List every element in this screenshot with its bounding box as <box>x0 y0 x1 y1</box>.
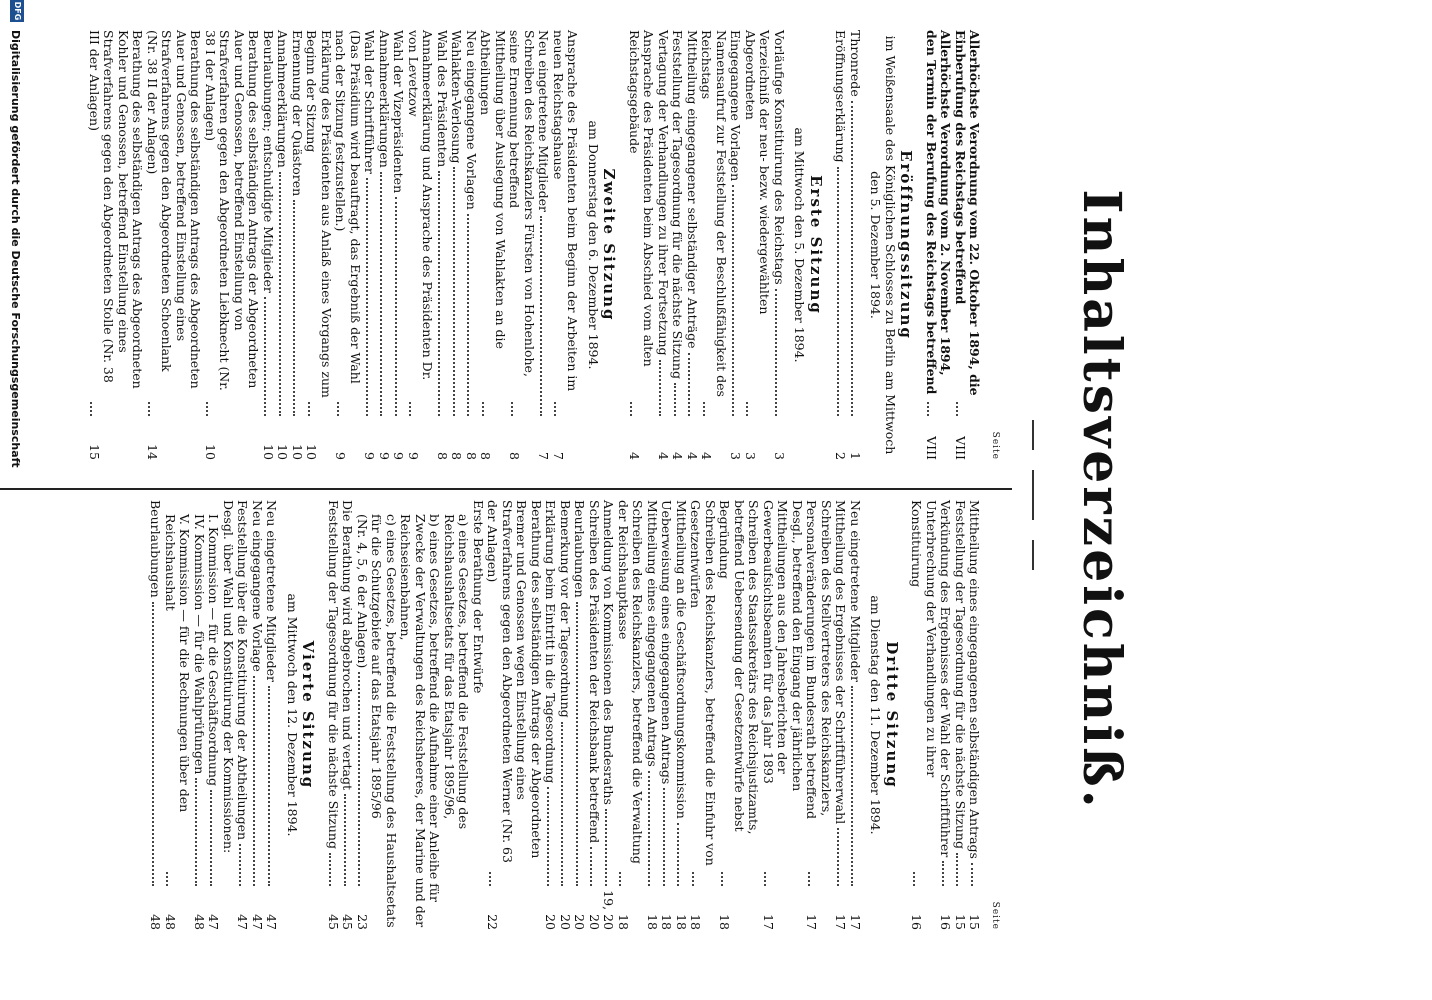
dot-leader <box>337 402 339 416</box>
entry-text: Wahl der Schriftführer <box>362 30 378 174</box>
dot-leader <box>721 872 723 886</box>
toc-section <box>87 30 617 460</box>
entry-page-number: 22 <box>485 914 501 930</box>
dot-leader <box>511 402 513 416</box>
toc-entry <box>688 500 717 930</box>
section-title: Erste Sitzung <box>807 175 825 315</box>
toc-entry <box>743 30 772 460</box>
dot-leader <box>439 171 441 416</box>
entry-page-number: 10 <box>203 444 218 460</box>
entry-page-number: 15 <box>967 914 983 930</box>
toc-entry <box>391 30 406 460</box>
dot-leader <box>942 861 944 886</box>
dot-leader <box>957 853 959 886</box>
entry-text: Feststellung der Tagesordnung für die nächste Sitzung <box>670 30 686 379</box>
entry-text: Feststellung der Tagesordnung für die nächste Sitzung <box>953 500 968 849</box>
dot-leader <box>149 402 151 416</box>
entry-page-number: 9 <box>406 452 421 460</box>
entry-text: Die Berathung wird abgebrochen und vertagt <box>340 500 356 791</box>
toc-entry <box>275 30 290 460</box>
entry-text: Allerhöchste Verordnung vom 2. November 1894, den Termin der Berufung des Reichstags betreffend <box>924 30 954 395</box>
dot-leader <box>279 172 281 416</box>
toc-entry <box>536 30 551 460</box>
toc-entry <box>250 500 265 930</box>
dot-leader <box>308 402 310 416</box>
entry-text: c) eines Gesetzes, betreffend die Feststellung des Haushaltsetats für die Schutzgebiete auf das Etatsjahr 1895/96 <box>369 514 399 928</box>
dot-leader <box>678 823 680 886</box>
entry-text: Mittheilung eines eingegangenen Antrags <box>645 500 660 767</box>
toc-entry <box>656 30 671 460</box>
dot-leader <box>395 197 397 416</box>
dot-leader <box>776 289 778 416</box>
toc-column-right <box>148 500 1002 930</box>
dot-leader <box>359 672 361 886</box>
entry-page-number: 18 <box>616 914 631 930</box>
toc-entry <box>145 30 203 460</box>
dot-leader <box>207 402 209 416</box>
dot-leader <box>971 863 973 886</box>
dfg-logo: DFG <box>10 0 24 22</box>
entry-page-number: 8 <box>435 452 450 460</box>
entry-text: Unterbrechung der Verhandlungen zu ihrer Konstituirung <box>909 500 939 778</box>
dot-leader <box>152 602 154 886</box>
entry-page-number: 4 <box>627 452 642 460</box>
title-ornament <box>1032 470 1034 520</box>
entry-page-number: VIII <box>953 436 968 460</box>
toc-entry <box>449 30 464 460</box>
entry-page-number: 20 <box>587 914 602 930</box>
entry-page-number: 10 <box>275 444 291 460</box>
toc-entry <box>326 500 341 930</box>
dot-leader <box>649 771 651 886</box>
toc-entry <box>616 500 645 930</box>
toc-entry <box>471 500 486 930</box>
entry-text: Anmeldung von Kommissionen des Bundesraths <box>601 500 617 805</box>
entry-page-number: 10 <box>290 444 305 460</box>
entry-page-number: 8 <box>478 452 494 460</box>
entry-page-number: 4 <box>685 452 700 460</box>
entry-text: IV. Kommission — für die Wahlprüfungen <box>192 514 207 775</box>
dot-leader <box>957 402 959 416</box>
toc-entry <box>924 30 953 460</box>
entry-page-number: 15 <box>87 444 102 460</box>
entry-text: Schreiben des Reichskanzlers, betreffend die Einfuhr von Gesetzentwürfen <box>688 500 718 866</box>
toc-entry <box>206 500 221 930</box>
entry-text: Neu eingetretene Mitglieder <box>264 500 280 683</box>
dot-leader <box>692 872 694 886</box>
entry-text: Annahmeerklärungen <box>275 30 291 168</box>
section-subtitle: am Mittwoch den 5. Dezember 1894. <box>792 127 808 363</box>
dot-leader <box>674 383 676 416</box>
toc-entry <box>333 30 362 460</box>
entry-page-number: 3 <box>743 452 758 460</box>
dot-leader <box>482 402 484 416</box>
toc-entry <box>587 500 602 930</box>
toc-entry <box>377 30 392 460</box>
entry-page-number: 17 <box>761 914 776 930</box>
dot-leader <box>928 402 930 416</box>
entry-text: Desgl. über Wahl und Konstituirung der Kommissionen: <box>221 500 236 854</box>
toc-entry <box>909 500 938 930</box>
toc-entry <box>304 30 333 460</box>
entry-page-number: 8 <box>507 452 523 460</box>
toc-entry <box>340 500 355 930</box>
entry-page-number: 19, 20 <box>601 890 617 930</box>
dot-leader <box>913 872 915 886</box>
entry-page-number: 17 <box>848 914 863 930</box>
section-subtitle: am Mittwoch den 12. Dezember 1894. <box>285 593 300 837</box>
toc-entry <box>848 30 863 460</box>
toc-entry <box>645 500 660 930</box>
entry-text: Schreiben des Präsidenten der Reichsbank betreffend <box>587 500 602 844</box>
toc-entry <box>235 500 250 930</box>
dot-leader <box>294 200 296 416</box>
dot-leader <box>808 872 810 886</box>
entry-page-number: 45 <box>326 914 341 930</box>
entry-text: a) eines Gesetzes, betreffend die Feststellung des Reichshaushaltsetats für das Etatsjahr 1895/96, <box>442 514 472 830</box>
toc-entry <box>221 500 236 930</box>
entry-page-number: 18 <box>645 914 660 930</box>
page-label: Seite <box>990 901 1000 930</box>
toc-entry <box>192 500 207 930</box>
entry-text: Schreiben des Staatssekretärs des Reichsjustizamts, betreffend Uebersendung der Gesetzentwürfe nebst Begründung <box>717 500 762 835</box>
entry-text: Mittheilung über Auslegung von Wahlakten an die Abtheilungen <box>478 30 508 349</box>
toc-entry <box>772 30 787 460</box>
dot-leader <box>91 402 93 416</box>
dot-leader <box>660 360 662 416</box>
entry-page-number: 20 <box>543 914 559 930</box>
entry-text: Erklärung beim Eintritt in die Tagesordnung <box>543 500 559 784</box>
title-ornament <box>1032 420 1034 450</box>
entry-text: (Nr. 4, 5, 6 der Anlagen) <box>355 514 370 669</box>
entry-text: Berathung des selbständigen Antrags der Abgeordneten Bremer und Genossen wegen Einstellung eines Strafverfahrens gegen den Abgeordneten Werner (Nr. 63 der Anlagen) <box>485 500 544 863</box>
entry-text: Wahlakten-Verlosung <box>449 30 465 164</box>
entry-page-number: 17 <box>804 914 820 930</box>
document-title: Inhaltsverzeichniß. <box>1071 189 1132 811</box>
toc-entry <box>685 30 700 460</box>
entry-page-number: 10 <box>304 444 320 460</box>
entry-page-number: 45 <box>340 914 356 930</box>
entry-page-number: 15 <box>953 914 968 930</box>
toc-entry <box>478 30 507 460</box>
dot-leader <box>453 167 455 416</box>
entry-text: Annahmeerklärung und Ansprache des Präsidenten Dr. von Levetzow <box>406 30 436 381</box>
dot-leader <box>605 809 607 886</box>
toc-entry <box>406 30 435 460</box>
entry-page-number: 48 <box>192 914 207 930</box>
entry-page-number: 14 <box>145 444 160 460</box>
entry-page-number: 18 <box>674 914 689 930</box>
dot-leader <box>837 167 839 416</box>
entry-text: I. Kommission — für die Geschäftsordnung <box>206 514 222 786</box>
toc-entry <box>551 30 580 460</box>
dot-leader <box>576 602 578 886</box>
footer-note: Digitalisierung gefördert durch die Deutsche Forschungsgemeinschaft <box>9 30 22 468</box>
dot-leader <box>591 847 593 886</box>
toc-section <box>909 500 982 930</box>
toc-entry <box>87 30 145 460</box>
toc-entry <box>264 500 279 930</box>
dot-leader <box>239 844 241 886</box>
entry-page-number: 47 <box>264 914 280 930</box>
entry-text: Neu eingegangene Vorlagen <box>464 30 479 210</box>
dot-leader <box>468 214 470 416</box>
entry-page-number: 3 <box>728 452 744 460</box>
entry-text: Verzeichniß der neu- bezw. wiedergewählten Abgeordneten <box>743 30 773 315</box>
entry-text: Schreiben des Stellvertreters des Reichskanzlers, Personalveränderungen im Bundesrath betreffend <box>804 500 834 820</box>
toc-entry <box>728 30 743 460</box>
entry-page-number: 17 <box>833 914 849 930</box>
section-title: Vierte Sitzung <box>299 640 318 790</box>
toc-entry <box>558 500 573 930</box>
toc-entry <box>435 30 450 460</box>
toc-entry <box>369 500 398 930</box>
entry-text: Eingegangene Vorlagen <box>728 30 744 182</box>
entry-text: Berathung des selbständigen Antrags des Abgeordneten Kohler und Genossen, betreffend Einstellung eines Strafverfahrens gegen den Abgeordneten Stolle (Nr. 38 III der Anlagen) <box>87 30 146 389</box>
entry-page-number: 18 <box>659 914 675 930</box>
entry-text: Verkündung des Ergebnisses der Wahl der Schriftführer <box>938 500 954 858</box>
entry-text: Vorläufige Konstituirung des Reichstags <box>772 30 787 285</box>
entry-page-number: 9 <box>333 452 349 460</box>
toc-section <box>326 500 900 930</box>
dot-leader <box>254 676 256 886</box>
entry-page-number: 9 <box>362 452 378 460</box>
entry-page-number: 48 <box>163 914 178 930</box>
dot-leader <box>689 353 691 416</box>
dot-leader <box>381 172 383 416</box>
toc-entry <box>967 500 982 930</box>
entry-page-number: 10 <box>261 444 276 460</box>
entry-page-number: 16 <box>938 914 954 930</box>
entry-page-number: 2 <box>833 452 849 460</box>
entry-page-number: 4 <box>670 452 686 460</box>
entry-page-number: 20 <box>572 914 588 930</box>
toc-entry <box>203 30 261 460</box>
dot-leader <box>562 722 564 886</box>
entry-text: Ernennung der Quästoren <box>290 30 305 197</box>
entry-page-number: 9 <box>377 452 392 460</box>
toc-entry <box>699 30 728 460</box>
entry-text: Allerhöchste Verordnung vom 22. Oktober 1894, die Einberufung des Reichstags betreffend <box>953 30 983 396</box>
toc-section <box>148 500 316 930</box>
toc-entry <box>572 500 587 930</box>
toc-entry <box>804 500 833 930</box>
dot-leader <box>555 402 557 416</box>
dot-leader <box>489 872 491 886</box>
entry-text: Feststellung der Tagesordnung für die nächste Sitzung <box>326 500 341 849</box>
entry-page-number: 18 <box>688 914 704 930</box>
dot-leader <box>366 178 368 416</box>
dot-leader <box>631 402 633 416</box>
entry-page-number: 9 <box>391 452 407 460</box>
section-subtitle: am Donnerstag den 6. Dezember 1894. <box>586 120 601 370</box>
toc-section <box>627 30 824 460</box>
toc-entry <box>485 500 543 930</box>
entry-text: Mittheilung des Ergebnisses der Schriftführerwahl <box>833 500 849 825</box>
entry-text: Berathung des selbständigen Antrags der Abgeordneten Auer und Genossen, betreffend Einstellung von Strafverfahren gegen den Abgeordneten Liebknecht (Nr. 38 I der Anlagen) <box>203 30 262 391</box>
entry-page-number: VIII <box>924 436 939 460</box>
dot-leader <box>268 686 270 886</box>
entry-text: Schreiben des Reichskanzlers, betreffend die Verwaltung der Reichshauptkasse <box>616 500 646 864</box>
entry-text: b) eines Gesetzes, betreffend die Aufnahme einer Anleihe für Zwecke der Verwaltungen des Reichsheeres, der Marine und der Reichseisenbahnen, <box>398 514 443 928</box>
entry-text: Annahmeerklärungen <box>377 30 392 168</box>
section-title: Zweite Sitzung <box>600 168 619 322</box>
dot-leader <box>210 790 212 886</box>
entry-text: Beurlaubungen; entschuldigte Mitglieder <box>261 30 276 293</box>
entry-text: Erste Berathung der Entwürfe <box>471 500 486 694</box>
toc-entry <box>627 30 656 460</box>
dot-leader <box>765 872 767 886</box>
toc-entry <box>953 500 968 930</box>
dot-leader <box>852 101 854 416</box>
entry-text: Beurlaubungen <box>572 500 588 598</box>
section-title: Eröffnungssitzung <box>897 150 916 340</box>
entry-text: Eröffnungserklärung <box>833 30 849 163</box>
toc-entry <box>601 500 616 930</box>
toc-entry <box>163 500 192 930</box>
entry-page-number: 8 <box>464 452 479 460</box>
entry-page-number: 47 <box>250 914 265 930</box>
toc-entry <box>833 30 848 460</box>
entry-page-number: 47 <box>235 914 251 930</box>
toc-entry <box>261 30 276 460</box>
dot-leader <box>663 788 665 886</box>
toc-entry <box>148 500 163 930</box>
entry-text: Wahl der Vizepräsidenten <box>391 30 407 194</box>
entry-page-number: 48 <box>148 914 164 930</box>
dot-leader <box>747 402 749 416</box>
entry-page-number: 7 <box>551 452 566 460</box>
column-divider <box>0 488 1012 490</box>
entry-text: (Das Präsidium wird beauftragt, das Ergebniß der Wahl nach der Sitzung festzustellen.) <box>333 30 363 384</box>
entry-page-number: 23 <box>355 914 370 930</box>
entry-text: Ueberweisung eines eingegangenen Antrags <box>659 500 675 785</box>
entry-page-number: 7 <box>536 452 552 460</box>
entry-page-number: 18 <box>717 914 733 930</box>
entry-text: Berathung des selbständigen Antrags des Abgeordneten Auer und Genossen, betreffend Einstellung eines Strafverfahrens gegen den Abgeordneten Schoenlank (Nr. 38 II der Anlagen) <box>145 30 204 389</box>
toc-entry <box>543 500 558 930</box>
entry-page-number: 4 <box>699 452 715 460</box>
toc-section <box>833 30 914 460</box>
entry-text: Desgl., betreffend den Eingang der jährlichen Mittheilungen aus den Jahresberichten der Gewerbeaufsichtsbeamten für das Jahr 1893 <box>761 500 805 792</box>
dot-leader <box>330 853 332 886</box>
entry-page-number: 47 <box>206 914 222 930</box>
section-title: Dritte Sitzung <box>883 641 901 789</box>
dot-leader <box>620 872 622 886</box>
entry-text: Schreiben des Reichskanzlers Fürsten von Hohenlohe, seine Ernennung betreffend <box>507 30 537 377</box>
toc-entry <box>442 500 471 930</box>
entry-text: Mittheilung eines eingegangenen selbständigen Antrags <box>967 500 983 859</box>
entry-text: Neu eingetretene Mitglieder <box>536 30 552 213</box>
toc-entry <box>670 30 685 460</box>
section-subtitle: am Dienstag den 11. Dezember 1894. <box>868 595 884 835</box>
entry-text: Neu eingetretene Mitglieder <box>848 500 863 683</box>
dot-leader <box>732 185 734 416</box>
toc-entry <box>717 500 761 930</box>
dot-leader <box>265 297 267 416</box>
dot-leader <box>167 872 169 886</box>
toc-entry <box>398 500 442 930</box>
toc-entry <box>507 30 536 460</box>
toc-entry <box>953 30 982 460</box>
dot-leader <box>410 402 412 416</box>
toc-entry <box>833 500 848 930</box>
entry-text: Bemerkung vor der Tagesordnung <box>558 500 573 718</box>
entry-text: Mittheilung eingegangener selbständiger Anträge <box>685 30 700 349</box>
title-ornament <box>1032 540 1034 570</box>
dot-leader <box>344 794 346 886</box>
dot-leader <box>852 686 854 886</box>
entry-text: Feststellung über die Konstituirung der Abtheilungen <box>235 500 251 841</box>
toc-entry <box>464 30 479 460</box>
entry-text: Wahl des Präsidenten <box>435 30 450 168</box>
page-label: Seite <box>990 431 1000 460</box>
entry-page-number: 3 <box>772 452 787 460</box>
entry-text: Beurlaubungen <box>148 500 164 598</box>
toc-entry <box>290 30 305 460</box>
entry-text: Namensaufruf zur Feststellung der Beschlußfähigkeit des Reichstags <box>699 30 729 397</box>
entry-text: Mittheilung an die Geschäftsordnungskommission <box>674 500 689 819</box>
entry-page-number: 20 <box>558 914 573 930</box>
toc-section <box>924 30 982 460</box>
section-subtitle: im Weißensaale des Königlichen Schlosses zu Berlin am Mittwoch den 5. Dezember 1894. <box>868 35 898 455</box>
entry-text: Ansprache des Präsidenten beim Beginn der Arbeiten im neuen Reichstagshause <box>551 30 581 392</box>
toc-entry <box>938 500 953 930</box>
dot-leader <box>196 778 198 886</box>
entry-text: Erklärung des Präsidenten aus Anlaß eines Vorgangs zum Beginn der Sitzung <box>304 30 334 398</box>
entry-text: Neu eingegangene Vorlage <box>250 500 265 672</box>
entry-text: V. Kommission — für die Rechnungen über den Reichshaushalt <box>163 514 193 813</box>
toc-column-left <box>87 30 1003 460</box>
toc-entry <box>362 30 377 460</box>
dot-leader <box>703 402 705 416</box>
entry-text: Vertagung der Verhandlungen zu ihrer Fortsetzung <box>656 30 671 356</box>
toc-entry <box>355 500 370 930</box>
dot-leader <box>547 787 549 886</box>
entry-page-number: 8 <box>449 452 465 460</box>
entry-text: Thronrede <box>848 30 863 97</box>
entry-page-number: 16 <box>909 914 925 930</box>
dot-leader <box>837 828 839 886</box>
entry-text: Ansprache des Präsidenten beim Abschied vom alten Reichstagsgebäude <box>627 30 657 367</box>
toc-entry <box>848 500 863 930</box>
entry-page-number: 1 <box>848 452 863 460</box>
toc-entry <box>659 500 674 930</box>
toc-entry <box>761 500 805 930</box>
toc-entry <box>674 500 689 930</box>
dot-leader <box>540 216 542 416</box>
entry-page-number: 4 <box>656 452 671 460</box>
